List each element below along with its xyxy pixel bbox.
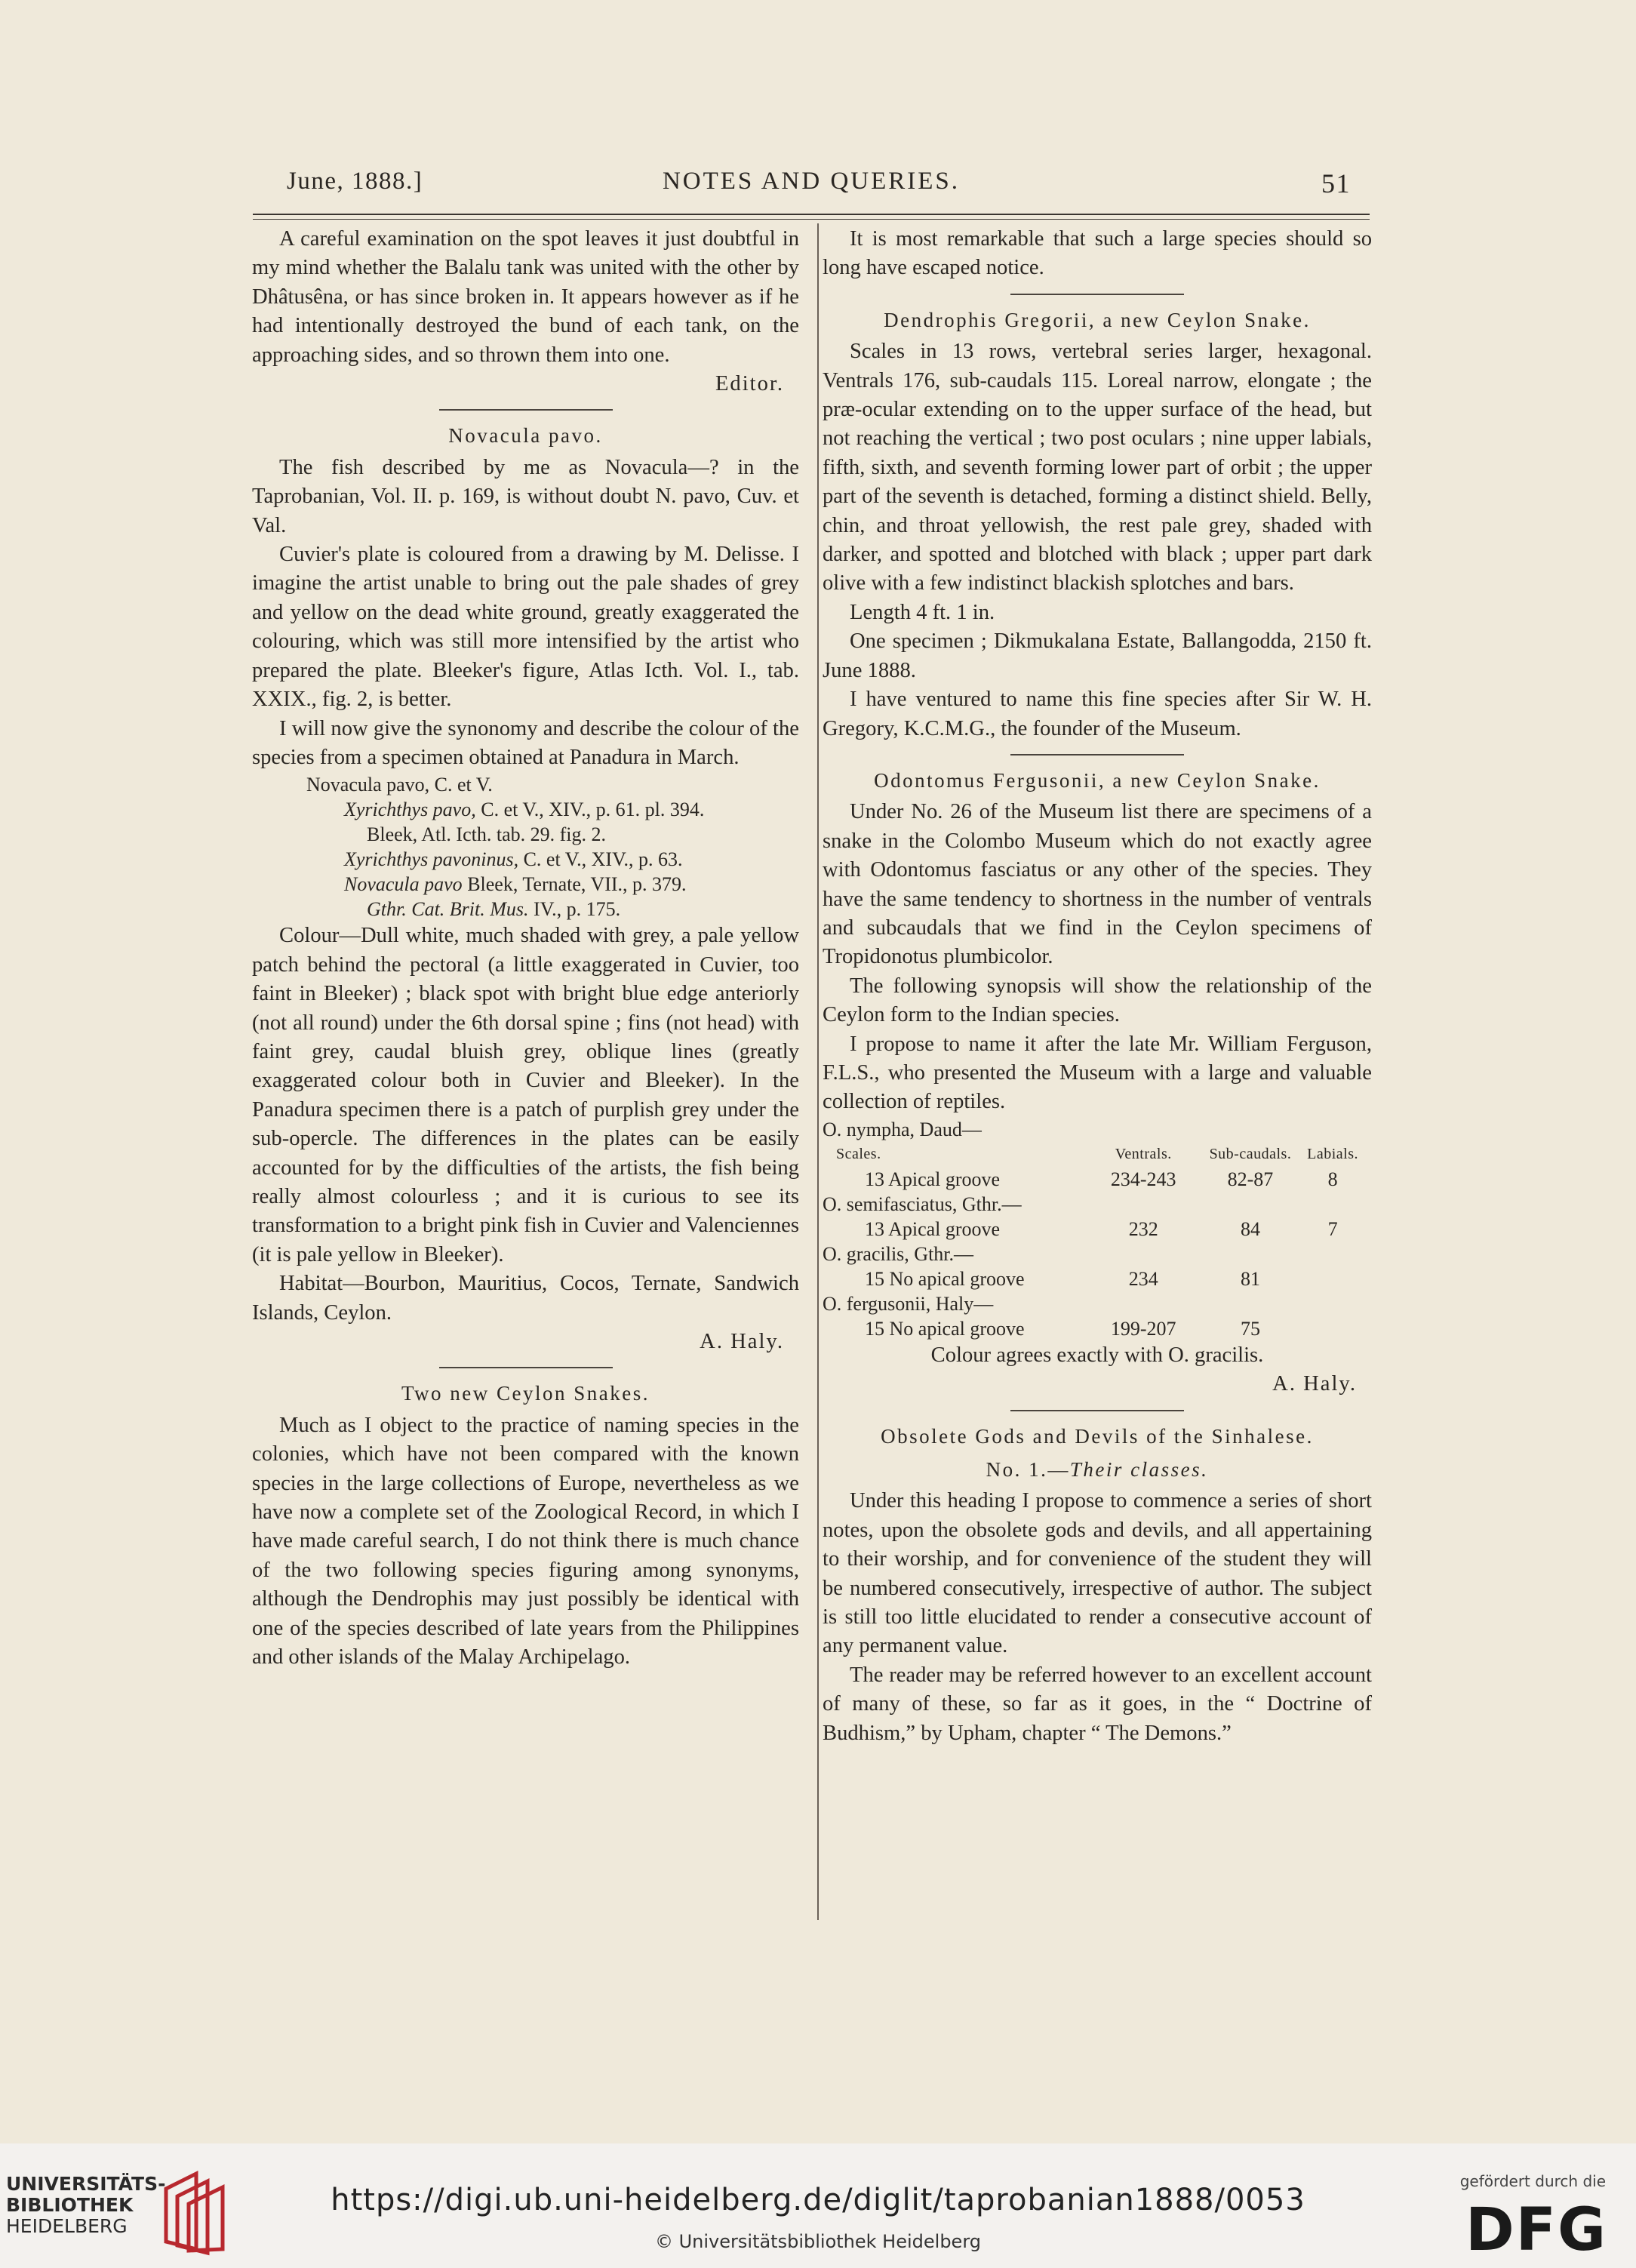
paragraph: The following synopsis will show the relationship of the Ceylon form to the Indian species. (823, 974, 1372, 1027)
paragraph: Habitat—Bourbon, Mauritius, Cocos, Ternate, Sandwich Islands, Ceylon. (252, 1272, 799, 1325)
viewer-footer (0, 2143, 1636, 2268)
col-header: Ventrals. (1115, 1145, 1172, 1162)
col-header: Labials. (1307, 1145, 1358, 1162)
section-subheading: No. 1.—Their classes. (986, 1458, 1209, 1481)
synonym-line: Xyrichthys pavoninus, C. et V., XIV., p. 63. (344, 848, 683, 871)
paragraph: Much as I object to the practice of naming species in the colonies, which have not been compared with the known species in the large collections of Europe, nevertheless as we have now a complete set of the Zoological Record, in which I have made careful search, I do not think there is much chance of the two following species figuring among synonyms, although the Dendrophis may just possibly be identical with one of the species described of late years from the Philippines and other islands of the Malay Archipelago. (252, 1413, 799, 1669)
left-column (252, 225, 799, 1672)
table-cell: 13 Apical groove (865, 1217, 1001, 1240)
running-header (272, 168, 1351, 201)
table-cell: 232 (1128, 1217, 1158, 1240)
synonym-line: Xyrichthys pavo, C. et V., XIV., p. 61. pl. 394. (344, 799, 705, 821)
synopsis-table (823, 1117, 1358, 1341)
synonym-line: Novacula pavo, C. et V. (306, 774, 493, 796)
signature: Editor. (715, 372, 784, 396)
dfg-logo[interactable]: DFG (1465, 2196, 1607, 2264)
species-name: O. semifasciatus, Gthr.— (823, 1192, 1022, 1215)
synonym-line: Bleek, Atl. Icth. tab. 29. fig. 2. (367, 823, 607, 846)
paragraph: I will now give the synonomy and describe the colour of the species from a specimen obtained at Panadura in March. (252, 716, 799, 769)
table-cell: 7 (1327, 1217, 1338, 1240)
section-heading: Novacula pavo. (448, 424, 603, 448)
section-heading: Two new Ceylon Snakes. (401, 1382, 650, 1405)
table-cell: 15 No apical groove (865, 1267, 1025, 1290)
funding-note: gefördert durch die (1459, 2172, 1606, 2190)
page-number: 51 (1321, 168, 1351, 198)
table-cell: 81 (1240, 1267, 1260, 1290)
header-title: NOTES AND QUERIES. (662, 168, 961, 195)
paragraph: Scales in 13 rows, vertebral series larger, hexagonal. Ventrals 176, sub-caudals 115. Loreal narrow, elongate ; the præ-ocular extending on to the upper surface of the head, but not reaching the vertical ; two post oculars ; nine upper labials, fifth, sixth, and seventh forming lower part of orbit ; the upper part of the seventh is detached, forming a distinct shield. Belly, chin, and throat yellowish, the rest pale grey, shaded with darker, and spotted and blotched with black ; upper part dark olive with a few indistinct blackish splotches and bars. (823, 340, 1372, 595)
table-row (823, 1266, 1358, 1291)
table-cell: 234 (1128, 1267, 1158, 1290)
paragraph: Cuvier's plate is coloured from a drawing by M. Delisse. I imagine the artist unable to bring out the pale shades of grey and yellow on the dead white ground, greatly exaggerated the colouring, which was still more intensified by the artist who prepared the plate. Bleeker's figure, Atlas Icth. Vol. I., tab. XXIX., fig. 2, is better. (252, 543, 799, 712)
paragraph: Under this heading I propose to commence a series of short notes, upon the obsolete gods and devils, and all appertaining to their worship, and for convenience of the student they will be numbered consecutively, irrespective of author. The subject is still too little elucidated to render a consecutive account of any permanent value. (823, 1489, 1372, 1658)
table-cell: 84 (1240, 1217, 1260, 1240)
paragraph: Length 4 ft. 1 in. (850, 600, 995, 624)
paragraph: Colour agrees exactly with O. gracilis. (930, 1343, 1264, 1367)
species-name: O. nympha, Daud— (823, 1118, 982, 1140)
paragraph: I propose to name it after the late Mr. William Ferguson, F.L.S., who presented the Museum with a large and valuable collection of reptiles. (823, 1032, 1372, 1114)
paragraph: It is most remarkable that such a large species should so long have escaped notice. (823, 227, 1372, 280)
table-cell (1307, 1316, 1358, 1341)
table-header-row (823, 1142, 1358, 1167)
section-rule (439, 1367, 613, 1368)
section-rule (439, 409, 613, 411)
table-cell: 234-243 (1110, 1168, 1176, 1190)
col-header: Scales. (836, 1145, 881, 1162)
table-cell: 13 Apical groove (865, 1168, 1001, 1190)
paragraph: The reader may be referred however to an excellent account of many of these, so far as it goes, in the “ Doctrine of Budhism,” by Upham, chapter “ The Demons.” (823, 1663, 1372, 1745)
table-row (823, 1217, 1358, 1242)
header-rule-thin (253, 219, 1370, 220)
paragraph: I have ventured to name this fine species after Sir W. H. Gregory, K.C.M.G., the founder of the Museum. (823, 688, 1372, 740)
synonym-line: Novacula pavo Bleek, Ternate, VII., p. 379. (344, 873, 687, 896)
section-heading: Odontomus Fergusonii, a new Ceylon Snake. (874, 768, 1321, 792)
right-column (823, 225, 1372, 1748)
signature: A. Haly. (1272, 1372, 1357, 1396)
paragraph: Colour—Dull white, much shaded with grey, a pale yellow patch behind the pectoral (a little exaggerated in Cuvier, too faint in Bleeker) ; black spot with bright blue edge anteriorly (not all round) under the 6th dorsal spine ; fins (not head) with faint grey, caudal bluish grey, oblique lines (greatly exaggerated colour both in Cuvier and Bleeker). In the Panadura specimen there is a patch of purplish grey under the sub-opercle. The differences in the plates can be easily accounted for by the difficulties of the artists, the fish being really almost colourless ; and it is curious to see its transformation to a bright pink fish in Cuvier and Valenciennes (it is pale yellow in Bleeker). (252, 924, 799, 1266)
table-cell: 15 No apical groove (865, 1317, 1025, 1340)
table-row (823, 1316, 1358, 1341)
species-name: O. fergusonii, Haly— (823, 1292, 994, 1315)
section-heading: Obsolete Gods and Devils of the Sinhalese. (881, 1424, 1314, 1448)
library-logo-text[interactable]: UNIVERSITÄTS- BIBLIOTHEK HEIDELBERG (6, 2173, 166, 2237)
paragraph: A careful examination on the spot leaves it just doubtful in my mind whether the Balalu tank was united with the other by Dhâtusêna, or has since broken in. It appears however as if he had intentionally destroyed the bund of each tank, on the approaching sides, and so thrown them into one. (252, 227, 799, 367)
column-divider (817, 223, 819, 1920)
signature: A. Haly. (700, 1330, 784, 1353)
table-cell: 82-87 (1227, 1168, 1274, 1190)
section-heading: Dendrophis Gregorii, a new Ceylon Snake. (884, 308, 1311, 331)
header-date: June, 1888.] (287, 168, 423, 195)
species-name: O. gracilis, Gthr.— (823, 1242, 974, 1265)
section-rule (1010, 754, 1184, 755)
table-cell: 199-207 (1110, 1317, 1176, 1340)
paragraph: One specimen ; Dikmukalana Estate, Ballangodda, 2150 ft. June 1888. (823, 629, 1372, 682)
table-row (823, 1167, 1358, 1192)
paragraph: The fish described by me as Novacula—? in the Taprobanian, Vol. II. p. 169, is without doubt N. pavo, Cuv. et Val. (252, 455, 799, 537)
col-header: Sub-caudals. (1209, 1145, 1292, 1162)
permalink-url[interactable]: https://digi.ub.uni-heidelberg.de/diglit/taprobanian1888/0053 (331, 2183, 1305, 2217)
header-rule (253, 214, 1370, 215)
table-cell: 8 (1327, 1168, 1338, 1190)
copyright: © Universitätsbibliothek Heidelberg (654, 2231, 981, 2252)
section-rule (1010, 1410, 1184, 1411)
section-rule (1010, 294, 1184, 295)
table-cell (1307, 1266, 1358, 1291)
synonym-line: Gthr. Cat. Brit. Mus. IV., p. 175. (367, 898, 621, 921)
table-cell: 75 (1240, 1317, 1260, 1340)
paragraph: Under No. 26 of the Museum list there are specimens of a snake in the Colombo Museum which do not exactly agree with Odontomus fasciatus or any other of the species. They have the same tendency to shortness in the number of ventrals and subcaudals that we find in the Ceylon specimens of Tropidonotus plumbicolor. (823, 800, 1372, 969)
